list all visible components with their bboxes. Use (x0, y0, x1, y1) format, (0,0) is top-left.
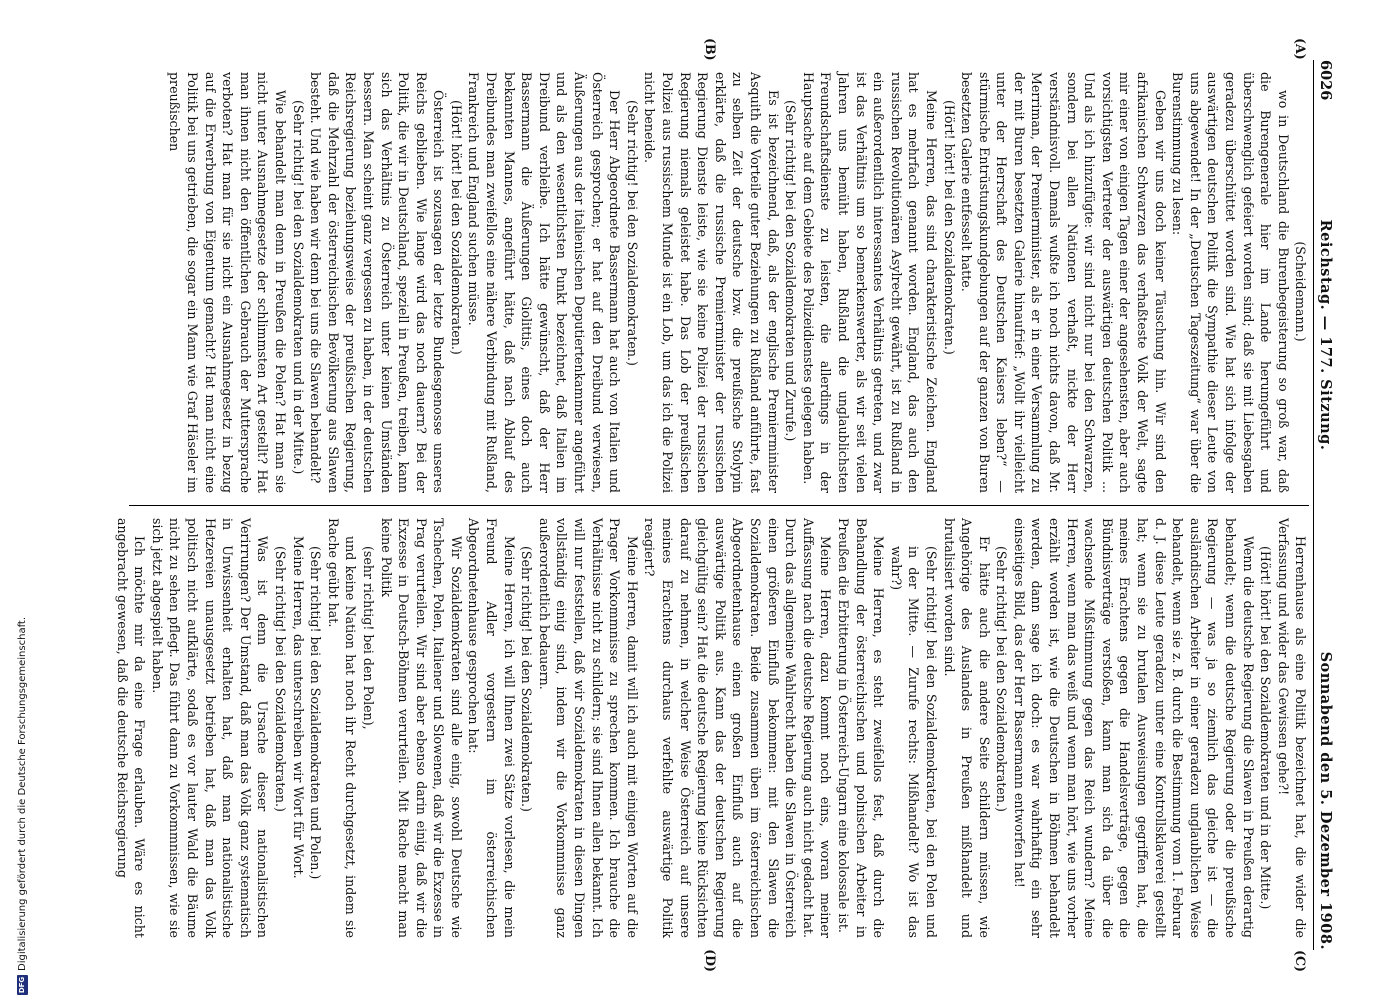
speaker-name: (Scheidemann.) (1293, 241, 1309, 342)
interjection: (Sehr richtig! bei den Sozialdemokraten.) (519, 546, 535, 812)
paragraph: Wir Sozialdemokraten sind alle einig, sowohl Deutsche wie Tschechen, Polen, Italiener und Slowenen, daß wir die Exzesse in Prag verurteilen. Wir sind aber ebenso darin einig, daß wir die Exzesse in Deutsch-Böhmen verurteilen. Mit Rache macht man keine Politik (378, 518, 464, 938)
interjection: (Sehr richtig! bei den Sozialdemokraten.) (272, 546, 288, 812)
session-title: Reichstag. — 177. Sitzung. (1317, 219, 1334, 451)
paragraph: Wie behandelt man denn in Preußen die Polen? Hat man sie nicht unter Ausnahmegesetze der schlimmsten Art gestellt? Hat man ihnen nicht den öffentlichen Gebrauch der Muttersprache verboten? Hat man für sie nicht ein Ausnahmegesetz in bezug auf die Erwerbung von Eigentum gemacht? Hat man nicht eine Politik bei uns getrieben, die sogar ein Mann wie Graf Häseler im preußischen (167, 72, 288, 493)
rotated-document-page (82, 40, 1342, 970)
margin-mark-a: (A) (1293, 38, 1309, 60)
right-column (114, 505, 1309, 950)
session-date: Sonnabend den 5. Dezember 1908. (1317, 651, 1334, 950)
page-header (1313, 60, 1334, 950)
paragraph: Es ist bezeichnend, daß, als der englische Premierminister Asquith die Vorteile guter Beziehungen zu Rußland anführte, fast zu selben Zeit der deutsche bzw. die preußische Stolypin erklärte, daß die russische Premierminister der russischen Regierung Dienste leiste, wie sie keine Polizei der russischen Regierung niemals geleistet habe. Das Lob der preußischen Polizei aus russischem Munde ist ein Lob, um das ich die Polizei nicht beneide. (642, 72, 781, 493)
paragraph: Österreich ist sozusagen der letzte Bundesgenosse unseres Reichs geblieben. Wie lange wird das noch dauern? Bei der Politik, die wir in Deutschland, speziell in Preußen, treiben, kann sich das Verhältnis zu Österreich unter keinen Umständen bessern. Man scheint ganz vergessen zu haben, in der deutschen Reichsregierung beziehungsweise der preußischen Regierung, daß die Mehrzahl der österreichischen Bevölkerung aus Slawen besteht. Und wie haben wir denn bei uns die Slawen behandelt? (308, 72, 447, 493)
paragraph: Was ist denn die Ursache dieser nationalistischen Verirrungen? Der Umstand, daß man das Volk ganz systematisch in Unwissenheit erhalten hat, daß man nationalistische Hetzereien unausgesetzt betrieben hat, daß man das Volk politisch nicht aufklärte, sodaß es vor lauter Wald die Bäume nicht zu sehen pflegt. Das führt dann zu Vorkommnissen, wie sie sich jetzt abgespielt haben. (149, 518, 271, 938)
paragraph: wo in Deutschland die Burenbegeisterung so groß war, daß die Burengenerale hier im Lande herumgeführt und überschwenglich gefeiert worden sind; daß sie mit Liebesgaben geradezu überschüttet worden sind. Wie hat sich infolge der auswärtigen deutschen Politik die Sympathie dieser Leute von uns abgewendet! In der „Deutschen Tageszeitung“ war über die Burenstimmung zu lesen: (1170, 72, 1291, 493)
interjection: (sehr richtig! bei den Polen), (360, 546, 376, 730)
paragraph: Meine Herren, es steht zweifellos fest, daß durch die Behandlung der österreichischen und polnischen Arbeiter in Preußen die Erbitterung in Österreich-Ungarn eine kolossale ist. (835, 518, 887, 938)
margin-mark-b: (B) (703, 38, 719, 61)
interjection: (Sehr richtig! bei den Sozialdemokraten und in der Mitte.) (290, 100, 306, 475)
interjection: (Sehr richtig! bei den Sozialdemokraten und Zurufe.) (783, 100, 799, 442)
interjection: (Sehr richtig! bei den Sozialdemokraten, bei den Polen und in der Mitte. — Zurufe rechts: Mißhandelt? Wo ist das wahr?) (888, 546, 939, 938)
paragraph: Meine Herren, das sind charakteristische Zeichen. England hat es mehrfach genannt worden. England, das auch den russischen Revolutionären Asylrecht gewährt, ist zu Rußland in ein außerordentlich interessantes Verhältnis getreten, und zwar ist das Verhältnis um so bemerkenswerter, als wir seit vielen Jahren uns bemüht haben, Rußland die unglaublichsten Freundschaftsdienste zu leisten, die allerdings in der Hauptsache auf dem Gebiete des Polizeidienstes gelegen haben. (800, 72, 939, 493)
paragraph: Wenn die deutsche Regierung die Slawen in Preußen derartig behandelt; wenn die deutsche Regierung oder die preußische Regierung — was ja so ziemlich das gleiche ist — die ausländischen Arbeiter in einer geradezu unglaublichen Weise behandelt, wenn sie z. B. durch die Bestimmung vom 1. Februar d. J. diese Leute geradezu unter eine Kontrollsklaverei gestellt hat; wenn sie zu brutalen Ausweisungen gegriffen hat, die meines Erachtens gegen die Handelsverträge, gegen die Bündnisverträge verstoßen, kann man sich da über die wachsende Mißstimmung gegen das Reich wundern? Meine Herren, wenn man das weiß und wenn man hört, wie uns vorher erzählt worden ist, wie die Deutschen in Böhmen behandelt werden, dann sage ich doch: es war wahrhaftig ein sehr einseitiges Bild, das der Herr Bassermann entworfen hat! (1011, 518, 1256, 938)
margin-mark-c: (C) (1293, 950, 1309, 972)
paragraph: Herrenhause als eine Politik bezeichnet hat, die wider die Verfassung und wider das Gewissen gehe?! (1275, 518, 1309, 938)
credit-text: Digitalisierung gefördert durch die Deutsche Forschungsgemeinschaft. (17, 616, 28, 971)
paragraph: Geben wir uns doch keiner Täuschung hin. Wir sind den afrikanischen Schwarzen das verhaßteste Volk der Welt, sagte mir einer von einigen Tagen einer der angesehensten, aber auch vorsichtigsten Vertreter der auswärtigen deutschen Politik ... Und als ich hinzufügte: wir sind nicht nur bei den Schwarzen, sondern bei allen Nationen verhaßt, nickte der Herr verständnisvoll. Damals wußte ich noch nichts davon, daß Mr. Merriman, der Premierminister, als er in einer Versammlung zu der mit Buren besetzten Galerie hinaufrief: „Wollt ihr vielleicht unter der Herrschaft des Deutschen Kaisers leben?“ — stürmische Entrüstungskundgebungen auf der ganzen von Buren besetzten Galerie entfesselt hatte. (959, 72, 1168, 493)
interjection: (Sehr richtig! bei den Sozialdemokraten und Polen.) (308, 546, 324, 880)
paragraph: Ich möchte mir da eine Frage erlauben. Wäre es nicht angebracht gewesen, daß die deutsche Reichsregierung (114, 518, 148, 938)
interjection: (Hört! hört! bei den Sozialdemokraten.) (448, 100, 464, 355)
interjection: (Hört! hört! bei den Sozialdemokraten.) (941, 100, 957, 355)
paragraph: Meine Herren, damit will ich auch mit einigen Worten auf die Prager Vorkommnisse zu sprechen kommen. Ich brauche die Verhältnisse nicht zu schildern; sie sind Ihnen allen bekannt. Ich will nur feststellen, daß wir Sozialdemokraten in diesen Dingen vollständig einig sind, indem wir die Vorkommnisse ganz außerordentlich bedauern. (536, 518, 640, 938)
paragraph: Er hätte auch die andere Seite schildern müssen, wie Angehörige des Auslandes in Preußen mißhandelt und brutalisiert worden sind. (941, 518, 992, 938)
paragraph: Meine Herren, ich will Ihnen zwei Sätze vorlesen, die mein Freund Adler vorgestern im österreichischen Abgeordnetenhause gesprochen hat: (466, 518, 517, 938)
interjection: (Sehr richtig! bei den Sozialdemokraten.) (994, 546, 1010, 812)
margin-mark-d: (D) (703, 949, 719, 972)
two-column-body (114, 38, 1309, 972)
dfg-logo: DFG (18, 976, 26, 994)
digitization-credit (2, 0, 28, 1000)
paragraph: Meine Herren, dazu kommt noch eins, woran meiner Auffassung nach die deutsche Regierung auch nicht gedacht hat. Durch das allgemeine Wahlrecht haben die Slawen in Österreich einen größeren Einfluß bekommen: mit den Slawen die Sozialdemokraten. Beide zusammen üben im österreichischen Abgeordnetenhause einen großen Einfluß auch auf die auswärtige Politik aus. Kann das der deutschen Regierung gleichgültig sein? Hat die deutsche Regierung keine Rücksichten darauf zu nehmen, in welcher Weise Österreich auf unsere meines Erachtens durchaus verfehlte auswärtige Politik reagiert? (642, 518, 834, 938)
interjection: (Hört! hört! bei den Sozialdemokraten und in der Mitte.) (1258, 546, 1274, 910)
left-column (129, 60, 1309, 505)
page-number: 6026 (1317, 60, 1334, 101)
paragraph: Der Herr Abgeordnete Bassermann hat auch von Italien und Österreich gesprochen; er hat auf den Dreibund verwiesen, Äußerungen aus der italienischen Deputiertenkammer angeführt und als den wesentlichsten Punkt bezeichnet, daß Italien im Dreibund verbleibe. Ich hätte gewünscht, daß der Herr Bassermann die Äußerungen Giolittis, eines doch auch bekannten Mannes, angeführt hätte, daß nach Ablauf des Dreibundes man zweifellos eine nähere Verbindung mit Rußland, Frankreich und England suchen müsse. (466, 72, 623, 493)
interjection: (Sehr richtig! bei den Sozialdemokraten.) (624, 100, 640, 366)
paragraph: und keine Nation hat noch ihr Recht durchgesetzt, indem sie Rache geübt hat. (325, 518, 359, 938)
paragraph: Meine Herren, das unterschreiben wir Wort für Wort. (290, 536, 306, 879)
